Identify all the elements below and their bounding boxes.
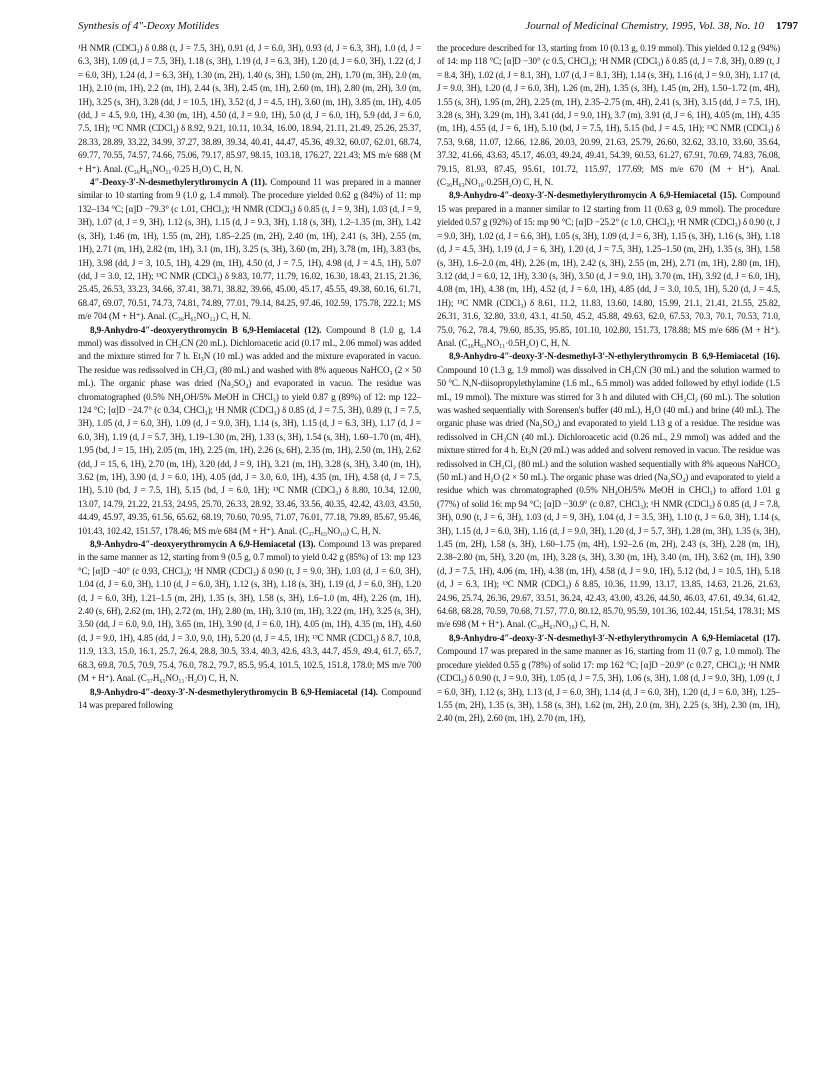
paragraph bbox=[437, 350, 780, 632]
left-column bbox=[78, 42, 421, 712]
journal-name: Journal of Medicinal Chemistry, 1995, Vol. 38, No. 10 bbox=[525, 20, 764, 32]
paragraph-body: Compound 17 was prepared in the same manner as 16, starting from 11 (0.7 g, 1.0 mmol). The procedure yielded 0.55 g (78%) of solid 17: mp 162 °C; [α]D −20.9° (c 0.27, CHCl₃); ¹H NMR (CDCl₃) δ 0.90 (t, J = 9.0, 3H), 1.05 (d, J = 7.5, 3H), 1.06 (s, 3H), 1.08 (d, J = 9.0, 3H), 1.09 (t, J = 6.0, 3H), 1.12 (s, 3H), 1.13 (d, J = 6.0, 3H), 1.14 (d, J = 6.0, 3H), 1.20 (d, J = 6.0, 3H), 1.25–1.55 (m, 2H), 1.35 (s, 3H), 1.58 (s, 3H), 1.62 (m, 2H), 2.0 (m, 3H), 2.25 (s, 3H), 2.30 (m, 1H), 2.40 (m, 2H), 2.60 (m, 1H), 2.70 (m, 1H), bbox=[437, 646, 780, 724]
running-title: Synthesis of 4″-Deoxy Motilides bbox=[78, 20, 220, 32]
paragraph-body: Compound 11 was prepared in a manner similar to 10 starting from 9 (1.0 g, 1.4 mmol). The procedure yielded 0.62 g (84%) of 11: mp 132–134 °C; [α]D −79.3° (c 1.01, CHCl₃); ¹H NMR (CDCl₃) δ 0.85 (t, J = 9, 3H), 1.03 (d, J = 9, 3H), 1.07 (d, J = 9, 3H), 1.12 (s, 3H), 1.15 (d, J = 9.3, 3H), 1.18 (s, 3H), 1.2–1.35 (m, 3H), 1.42 (s, 3H), 1.46 (m, 1H), 1.55 (m, 2H), 1.85–2.25 (m, 2H), 2.40 (m, 1H), 2.41 (s, 3H), 2.55 (m, 1H), 2.71 (m, 1H), 2.82 (m, 1H), 3.1 (m, 1H), 3.25 (s, 3H), 3.60 (m, 2H), 3.78 (m, 1H), 3.83 (bs, 1H), 3.98 (dd, J = 3, 10.5, 1H), 4.29 (m, 1H), 4.50 (d, J = 7.5, 1H), 4.98 (d, J = 4.5, 1H), 5.07 (dd, J = 3.0, 12, 1H); ¹³C NMR (CDCl₃) δ 9.83, 10.77, 11.79, 16.02, 16.30, 18.43, 21.15, 21.36, 25.45, 26.53, 33.23, 34.66, 37.41, 38.71, 38.82, 39.66, 45.00, 45.17, 45.55, 49.38, 60.16, 61.71, 68.47, 69.07, 70.51, 74.73, 74.81, 74.89, 77.01, 79.14, 84.25, 97.46, 102.59, 175.78, 222.1; MS m/e 704 (M + H⁺). Anal. (C₃₆H₆₅NO₁₂) C, H, N. bbox=[78, 177, 421, 322]
paragraph-title: 8,9-Anhydro-4″-deoxy-3′-N-desmethylerythromycin B 6,9-Hemiacetal (14). bbox=[90, 686, 378, 697]
paragraph-body: the procedure described for 13, starting from 10 (0.13 g, 0.19 mmol). This yielded 0.12 g (94%) of 14: mp 118 °C; [α]D −30° (c 0.5, CHCl₃); ¹H NMR (CDCl₃) δ 0.85 (d, J = 7.8, 3H), 0.89 (t, J = 8.4, 3H), 1.02 (d, J = 8.1, 3H), 1.07 (d, J = 8.1, 3H), 1.14 (s, 3H), 1.16 (d, J = 9.0, 3H), 1.17 (d, J = 9.0, 3H), 1.20 (d, J = 6.0, 3H), 1.26 (m, 2H), 1.35 (s, 3H), 1.45 (m, 2H), 1.50–1.72 (m, 4H), 1.55 (s, 3H), 1.95 (m, 2H), 2.25 (m, 1H), 2.35–2.75 (m, 4H), 2.41 (s, 3H), 3.15 (dd, J = 7.5, 1H), 3.28 (s, 3H), 3.29 (m, 1H), 3.41 (dd, J = 9.0, 1H), 3.7 (m), 3.91 (d, J = 6, 1H), 4.05 (m, 1H), 4.35 (m, 1H), 4.55 (d, J = 6, 1H), 5.10 (bd, J = 7.5, 1H), 5.15 (bd, J = 4.5, 1H); ¹³C NMR (CDCl₃) δ 7.53, 9.68, 11.07, 12.66, 12.86, 20.03, 20.99, 21.63, 25.79, 26.60, 32.62, 33.10, 33.60, 35.64, 37.32, 41.66, 43.63, 45.17, 46.03, 49.24, 49.41, 54.39, 60.53, 61.27, 67.91, 70.69, 74.83, 76.08, 79.15, 81.93, 87.45, 95.61, 101.72, 115.97, 177.69; MS m/e 670 (M + H⁺). Anal. (C₃₆H₆₃NO₁₀·0.25H₂O) C, H, N. bbox=[437, 43, 780, 188]
paragraph-body: Compound 14 was prepared following bbox=[78, 686, 421, 710]
paragraph-body: Compound 10 (1.3 g, 1.9 mmol) was dissolved in CH₃CN (30 mL) and the solution warmed to 50 °C. N,N-diisopropylethylamine (1.6 mL, 6.5 mmol) was added followed by ethyl iodide (1.5 mL, 19 mmol). The mixture was stirred for 3 h and diluted with CH₂Cl₂ (60 mL). The solution was washed sequentially with Sorensen's buffer (40 mL), H₂O (40 mL) and brine (40 mL). The organic phase was dried (Na₂SO₄) and evaporated to yield 1.13 g of a residue. The residue was redissolved in CH₃CN (40 mL). Dichloroacetic acid (0.26 mL, 2.9 mmol) was added and the mixture stirred for 4 h. Et₃N (20 mL) was added and solvent removed in vacuo. The residue was redissolved in CH₂Cl₂ (80 mL) and the solution washed sequentially with 8% aqueous NaHCO₃ (50 mL) and H₂O (2 × 50 mL). The organic phase was dried (Na₂SO₄) and evaporated to yield a residue which was chromatographed (0.5% NH₄OH/5% MeOH in CHCl₃) to afford 1.01 g (77%) of solid 16: mp 94 °C; [α]D −30.9° (c 0.87, CHCl₃); ¹H NMR (CDCl₃) δ 0.85 (d, J = 7.8, 3H), 0.90 (t, J = 6, 3H), 1.03 (d, J = 9, 3H), 1.04 (d, J = 3.5, 3H), 1.10 (t, J = 6.0, 3H), 1.14 (s, 3H), 1.15 (d, J = 6.0, 3H), 1.16 (d, J = 9.0, 3H), 1.20 (d, J = 5.7, 3H), 1.28 (m, 3H), 1.35 (s, 3H), 1.45 (m, 2H), 1.58 (s, 3H), 1.60–1.75 (m, 4H), 1.92–2.6 (m, 2H), 2.43 (s, 3H), 2.28 (m, 1H), 2.38–2.80 (m, 5H), 3.20 (m, 1H), 3.28 (s, 3H), 3.30 (m, 1H), 3.40 (m, 1H), 3.62 (m, 1H), 3.90 (d, J = 7.5, 1H), 4.06 (m, 1H), 4.38 (m, 1H), 4.58 (d, J = 9.0, 1H), 5.12 (bd, J = 10.5, 1H), 5.18 (d, J = 6.3, 1H); ¹³C NMR (CDCl₃) δ 8.85, 10.36, 11.99, 13.17, 13.85, 14.63, 21.26, 21.63, 24.96, 25.74, 26.36, 29.67, 33.51, 36.24, 42.43, 43.00, 43.26, 44.50, 46.03, 47.61, 49.34, 61.42, 64.68, 68.28, 70.59, 70.68, 71.57, 77.0, 80.12, 85.70, 95.59, 101.36, 102.44, 151.54, 178.31; MS m/e 698 (M + H⁺). Anal. (C₃₈H₆₇NO₁₀) C, H, N. bbox=[437, 364, 780, 630]
right-column bbox=[437, 42, 780, 726]
paragraph-title: 8,9-Anhydro-4″-deoxy-3′-N-desmethylerythromycin A 6,9-Hemiacetal (15). bbox=[449, 190, 737, 201]
paragraph-title: 4″-Deoxy-3′-N-desmethylerythromycin A (11). bbox=[90, 177, 267, 188]
paragraph bbox=[78, 324, 421, 539]
paragraph bbox=[437, 632, 780, 726]
paragraph-body: Compound 13 was prepared in the same manner as 12, starting from 9 (0.5 g, 0.7 mmol) to yield 0.42 g (85%) of 13: mp 123 °C; [α]D −40° (c 0.93, CHCl₃); ¹H NMR (CDCl₃) δ 0.90 (t, J = 9.0, 3H), 1.03 (d, J = 6.0, 3H), 1.04 (d, J = 6.0, 3H), 1.10 (d, J = 6.0, 3H), 1.12 (s, 3H), 1.18 (s, 3H), 1.19 (d, J = 6.0, 3H), 1.20 (d, J = 6.0, 3H), 1.21–1.5 (m, 2H), 1.35 (s, 3H), 1.58 (s, 3H), 1.6–1.0 (m, 4H), 2.26 (m, 1H), 2.40 (s, 6H), 2.62 (m, 1H), 2.72 (m, 1H), 2.80 (m, 1H), 3.10 (m, 1H), 3.22 (m, 1H), 3.25 (s, 3H), 3.50 (dd, J = 6.0, 9.0, 1H), 3.65 (m, 1H), 3.90 (d, J = 6.0, 1H), 4.05 (m, 1H), 4.35 (m, 1H), 4.60 (d, J = 9.0, 1H), 4.85 (dd, J = 3.0, 9.0, 1H), 5.20 (d, J = 4.5, 1H); ¹³C NMR (CDCl₃) δ 8.7, 10.8, 11.9, 13.3, 15.0, 16.1, 25.7, 26.4, 28.8, 30.5, 33.4, 40.3, 42.6, 43.3, 44.7, 45.9, 49.4, 61.7, 65.7, 68.3, 69.8, 70.5, 70.9, 75.4, 76.0, 78.2, 79.7, 85.5, 95.4, 101.5, 102.5, 151.8, 178.0; MS m/e 700 (M + H⁺). Anal. (C₃₇H₆₅NO₁₁·H₂O) C, H, N. bbox=[78, 539, 421, 684]
paragraph-title: 8,9-Anhydro-4″-deoxyerythromycin B 6,9-Hemiacetal (12). bbox=[90, 324, 322, 335]
paragraph bbox=[437, 42, 780, 189]
paragraph-title: 8,9-Anhydro-4″-deoxyerythromycin A 6,9-Hemiacetal (13). bbox=[90, 539, 316, 550]
page-number: 1797 bbox=[776, 20, 798, 32]
journal-citation bbox=[525, 20, 798, 32]
paragraph bbox=[78, 686, 421, 713]
running-header bbox=[78, 20, 798, 36]
paragraph bbox=[78, 42, 421, 176]
paragraph-body: Compound 15 was prepared in a manner similar to 12 starting from 11 (0.63 g, 0.9 mmol). The procedure yielded 0.57 g (92%) of 15: mp 90 °C; [α]D −25.2° (c 1.0, CHCl₃); ¹H NMR (CDCl₃) δ 0.90 (t, J = 9.0, 3H), 1.02 (d, J = 6.6, 3H), 1.05 (s, 3H), 1.09 (d, J = 6, 3H), 1.15 (s, 3H), 1.16 (s, 3H), 1.18 (d, J = 4.5, 3H), 1.19 (d, J = 6, 3H), 1.20 (d, J = 7.5, 3H), 1.25–1.50 (m, 2H), 1.35 (s, 3H), 1.58 (s, 3H), 1.6–2.0 (m, 4H), 2.26 (m, 1H), 2.42 (s, 3H), 2.55 (m, 2H), 2.71 (m, 1H), 2.80 (m, 1H), 3.12 (dd, J = 6.0, 12, 1H), 3.30 (s, 3H), 3.50 (d, J = 9.0, 1H), 3.70 (m, 1H), 3.92 (d, J = 6.0, 1H), 4.08 (m, 1H), 4.38 (m, 1H), 4.52 (d, J = 6.0, 1H), 4.85 (dd, J = 3.0, 10.5, 1H), 5.20 (d, J = 4.5, 1H); ¹³C NMR (CDCl₃) δ 8.61, 11.2, 11.83, 13.60, 14.80, 15.99, 21.1, 21.41, 21.55, 25.82, 26.31, 31.6, 32.80, 33.0, 43.1, 41.50, 45.2, 45.88, 49.63, 62.0, 67.53, 70.3, 70.1, 70.53, 71.0, 75.0, 76.2, 78.4, 79.60, 85.35, 95.85, 101.10, 102.80, 151.73, 178.88; MS m/e 686 (M + H⁺). Anal. (C₃₆H₆₃NO₁₁·0.5H₂O) C, H, N. bbox=[437, 190, 781, 348]
paragraph-title: 8,9-Anhydro-4″-deoxy-3′-N-desmethyl-3′-N-ethylerythromycin A 6,9-Hemiacetal (17). bbox=[449, 632, 780, 643]
paragraph-title: 8,9-Anhydro-4″-deoxy-3′-N-desmethyl-3′-N-ethylerythromycin B 6,9-Hemiacetal (16). bbox=[449, 351, 780, 362]
paragraph-body: ¹H NMR (CDCl₃) δ 0.88 (t, J = 7.5, 3H), 0.91 (d, J = 6.0, 3H), 0.93 (d, J = 6.3, 3H), 1.0 (d, J = 6.3, 3H), 1.09 (d, J = 7.5, 3H), 1.18 (s, 3H), 1.19 (d, J = 6.3, 3H), 1.20 (d, J = 6.0, 3H), 1.22 (d, J = 6.0, 3H), 1.24 (d, J = 6.3, 3H), 1.30 (m, 2H), 1.40 (s, 3H), 1.50 (m, 2H), 1.70 (m, 3H), 2.0 (m, 1H), 2.10 (m, 1H), 2.2 (m, 1H), 2.44 (s, 3H), 2.45 (m, 1H), 2.60 (m, 1H), 2.80 (m, 2H), 3.0 (m, 1H), 3.25 (s, 3H), 3.28 (dd, J = 10.5, 1H), 3.52 (d, J = 4.5, 1H), 3.60 (m, 1H), 3.85 (m, 1H), 4.05 (dd, J = 4.5, 9.0, 1H), 4.30 (m, 1H), 4.50 (d, J = 9.0, 1H), 5.0 (d, J = 6.0, 1H), 5.9 (dd, J = 6.0, 7.5, 1H); ¹³C NMR (CDCl₃) δ 8.92, 9.21, 10.11, 10.34, 16.00, 18.94, 21.11, 21.49, 25.26, 25.37, 28.33, 28.89, 33.22, 34.99, 37.27, 38.89, 39.34, 40.41, 44.47, 45.36, 49.32, 60.07, 62.01, 68.74, 69.77, 70.55, 74.57, 74.66, 75.06, 79.17, 85.97, 98.15, 103.18, 176.27, 221.43; MS m/e 688 (M + H⁺). Anal. (C₃₆H₆₅NO₁₁·0.25 H₂O) C, H, N. bbox=[78, 43, 421, 174]
paragraph bbox=[78, 538, 421, 685]
paragraph bbox=[437, 189, 780, 350]
paragraph bbox=[78, 176, 421, 323]
paragraph-body: Compound 8 (1.0 g, 1.4 mmol) was dissolved in CH₃CN (20 mL). Dichloroacetic acid (0.17 mL, 2.06 mmol) was added and the mixture stirred for 7 h. Et₃N (10 mL) was added and the mixture evaporated in vacuo. The residue was redissolved in CH₂Cl₂ (80 mL) and washed with 8% aqueous NaHCO₃ (2 × 50 mL). The organic phase was dried (Na₂SO₄) and evaporated in vacuo. The residue was chromatographed (0.5% NH₄OH/5% MeOH in CHCl₃) to yield 0.87 g (89%) of 12: mp 122–124 °C; [α]D −24.7° (c 0.34, CHCl₃); ¹H NMR (CDCl₃) δ 0.85 (d, J = 7.5, 3H), 0.89 (t, J = 7.5, 3H), 1.05 (d, J = 6.0, 3H), 1.09 (d, J = 9.0, 3H), 1.14 (s, 3H), 1.15 (d, J = 6.3, 3H), 1.17 (d, J = 6.0, 3H), 1.19 (d, J = 5.7, 3H), 1.19–1.30 (m, 2H), 1.33 (s, 3H), 1.54 (s, 3H), 1.60–1.70 (m, 4H), 1.95 (bd, J = 15, 1H), 2.05 (m, 1H), 2.25 (m, 1H), 2.26 (s, 6H), 2.35 (m, 1H), 2.50 (m, 1H), 2.62 (dd, J = 15, 6, 1H), 2.70 (m, 1H), 3.20 (dd, J = 9, 1H), 3.21 (m, 1H), 3.28 (s, 3H), 3.40 (m, 1H), 3.62 (m, 1H), 3.90 (d, J = 6.0, 1H), 4.05 (dd, J = 3.0, 6.0, 1H), 4.35 (m, 1H), 4.58 (d, J = 7.5, 1H), 5.10 (bd, J = 7.5, 1H), 5.15 (bd, J = 6.0, 1H); ¹³C NMR (CDCl₃) δ 8.80, 10.34, 12.00, 13.07, 14.79, 21.22, 21.53, 24.95, 25.70, 26.33, 28.92, 33.46, 33.56, 40.35, 42.42, 43.03, 43.50, 44.49, 45.97, 49.35, 61.56, 65.62, 68.19, 70.60, 70.95, 71.07, 76.01, 77.18, 79.89, 85.67, 95.46, 101.43, 102.42, 151.57, 178.46; MS m/e 684 (M + H⁺). Anal. (C₃₇H₆₅NO₁₀) C, H, N. bbox=[78, 324, 421, 536]
